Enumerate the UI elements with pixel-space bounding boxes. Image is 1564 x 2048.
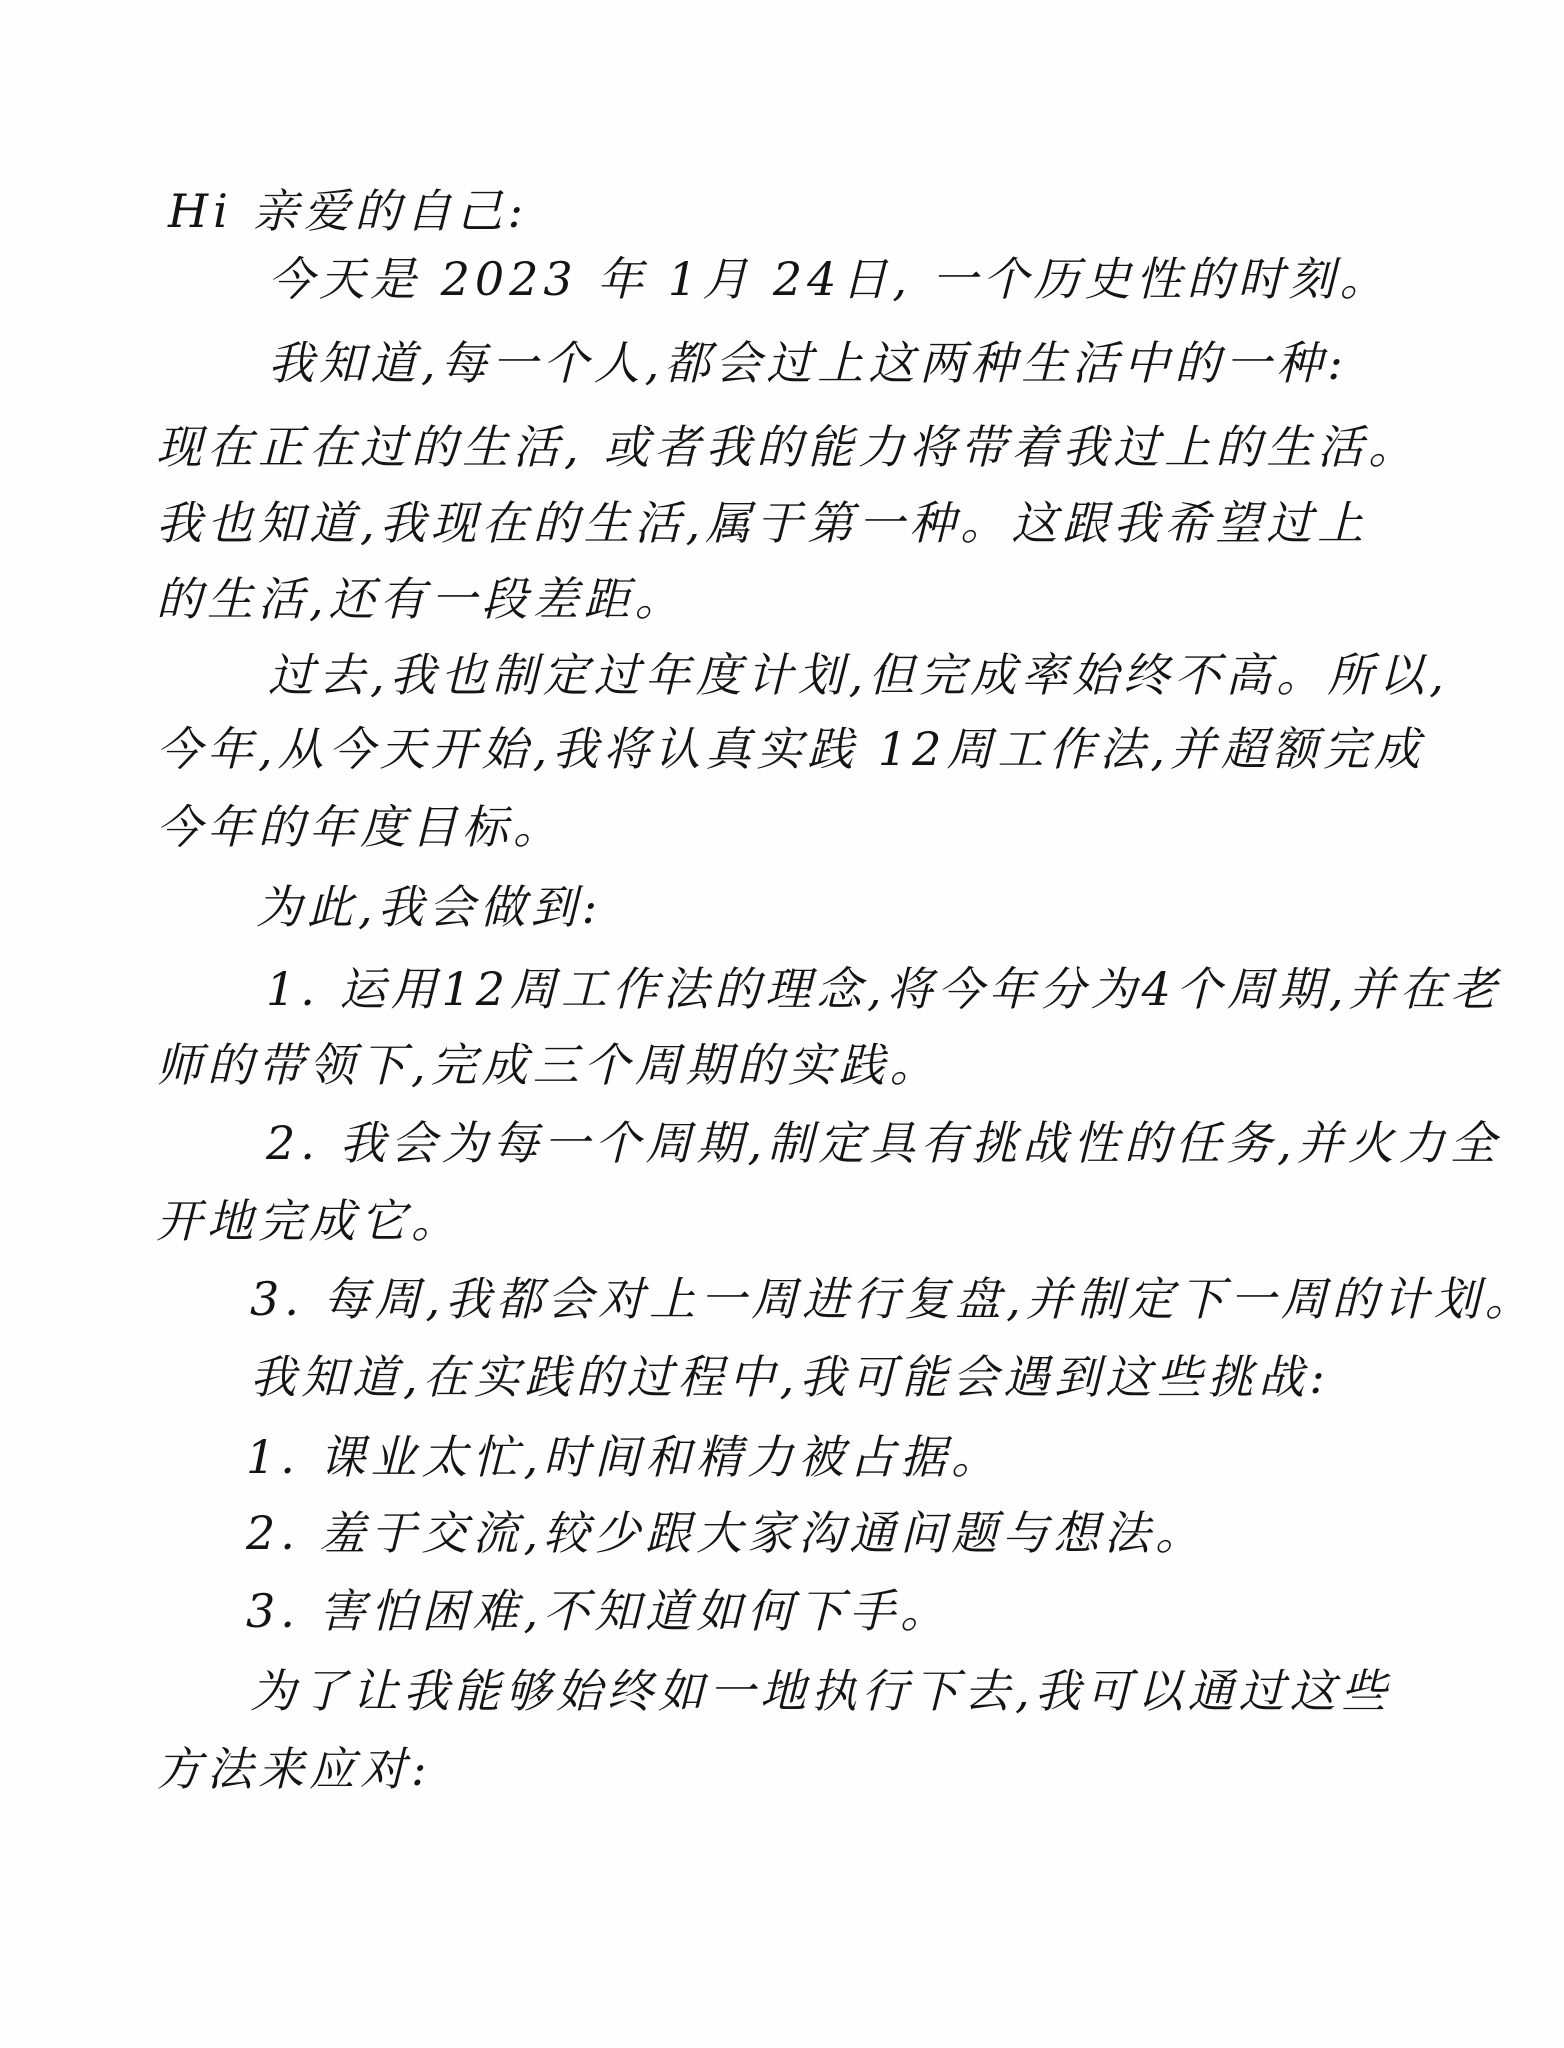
- paragraph-methods-line-1: 为了让我能够始终如一地执行下去,我可以通过这些: [250, 1664, 1392, 1718]
- challenge-item-1: 1. 课业太忙,时间和精力被占据。: [246, 1430, 1003, 1484]
- commitment-item-1-line-2: 师的带领下,完成三个周期的实践。: [156, 1038, 941, 1092]
- paragraph-methods-line-2: 方法来应对:: [156, 1742, 432, 1796]
- challenge-item-3: 3. 害怕困难,不知道如何下手。: [246, 1584, 952, 1638]
- commitment-item-2-line-1: 2. 我会为每一个周期,制定具有挑战性的任务,并火力全: [266, 1116, 1501, 1170]
- paragraph-plan-line-3: 今年的年度目标。: [156, 800, 564, 854]
- commitment-item-1-line-1: 1. 运用12周工作法的理念,将今年分为4个周期,并在老: [266, 962, 1502, 1016]
- paragraph-life-line-2: 现在正在过的生活, 或者我的能力将带着我过上的生活。: [156, 420, 1420, 474]
- paragraph-commitment-intro: 为此,我会做到:: [256, 880, 603, 934]
- paragraph-life-line-4: 的生活,还有一段差距。: [156, 572, 686, 626]
- commitment-item-3: 3. 每周,我都会对上一周进行复盘,并制定下一周的计划。: [250, 1272, 1536, 1326]
- paragraph-challenges-intro: 我知道,在实践的过程中,我可能会遇到这些挑战:: [250, 1350, 1330, 1404]
- paragraph-plan-line-2: 今年,从今天开始,我将认真实践 12周工作法,并超额完成: [156, 722, 1426, 776]
- challenge-item-2: 2. 羞于交流,较少跟大家沟通问题与想法。: [246, 1506, 1207, 1560]
- greeting-line: Hi 亲爱的自己:: [168, 184, 528, 238]
- paragraph-date: 今天是 2023 年 1月 24日, 一个历史性的时刻。: [268, 252, 1391, 306]
- paragraph-plan-line-1: 过去,我也制定过年度计划,但完成率始终不高。所以,: [268, 648, 1449, 702]
- paragraph-life-line-3: 我也知道,我现在的生活,属于第一种。这跟我希望过上: [156, 496, 1369, 550]
- paragraph-life-line-1: 我知道,每一个人,都会过上这两种生活中的一种:: [268, 336, 1348, 390]
- commitment-item-2-line-2: 开地完成它。: [156, 1194, 462, 1248]
